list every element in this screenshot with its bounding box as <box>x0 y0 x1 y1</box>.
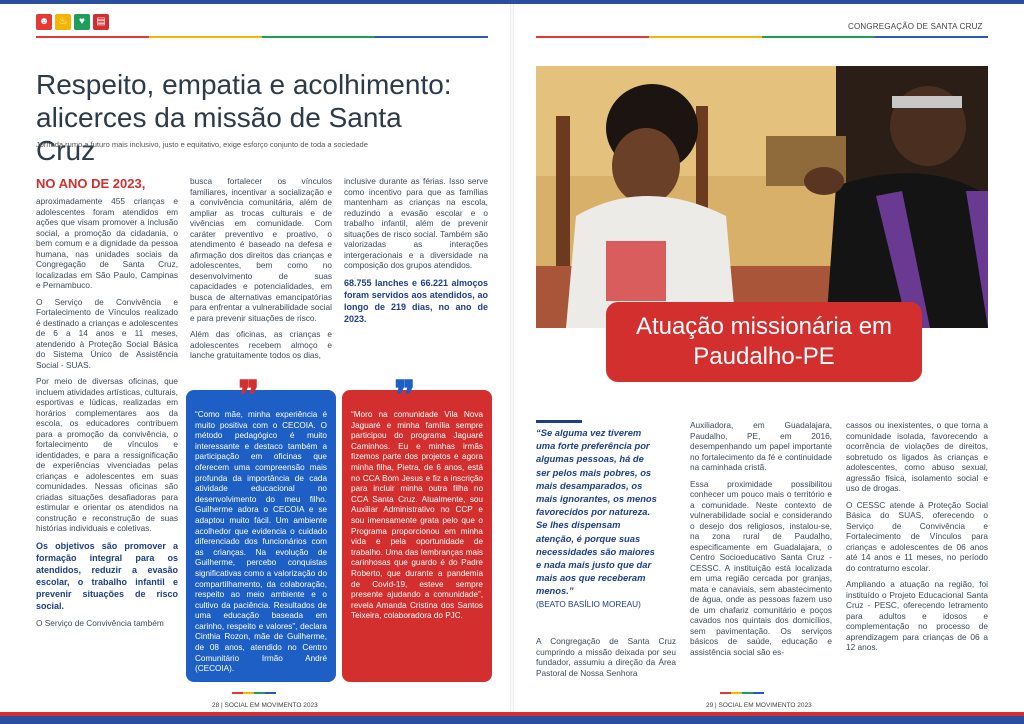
page-number-left: 28 | SOCIAL EM MOVIMENTO 2023 <box>212 702 318 709</box>
quote-box-collaborator <box>342 373 492 682</box>
column-1 <box>36 176 178 634</box>
lead-heading: NO ANO DE 2023, <box>36 176 146 191</box>
pulse-icon: ♥ <box>74 14 90 30</box>
paragraph: busca fortalecer os vínculos familiares, incentivar a socialização e a convivência comunitária, além de ampliar as trocas culturais e de vivências em comunidade. Com caráter preventivo e proativo, o atendimento é baseado na defesa e afirmação dos direitos das crianças e adolescentes, bem como no desenvolvimento de suas capacidades e potencialidades, em busca de alternativas emancipatórias para enfrentar a vulnerabilidade social e para prevenir situações de risco. <box>190 176 332 323</box>
paragraph: cassos ou inexistentes, o que torna a comunidade isolada, favorecendo a ocorrência de violações de direitos, sobretudo os ligados às crianças e adolescentes, como abuso sexual, agressão física, isolamento social e uso de drogas. <box>846 420 988 493</box>
quote-author: (BEATO BASÍLIO MOREAU) <box>536 600 641 609</box>
column-2 <box>190 176 332 367</box>
quote-mark-icon: ❞ <box>238 373 260 418</box>
right-column-1 <box>536 636 676 684</box>
paragraph: A Congregação de Santa Cruz cumprindo a missão deixada por seu fundador, assumiu a direção da Área Pastoral de Nossa Senhora <box>536 636 676 678</box>
highlight-text: 68.755 lanches e 66.221 almoços foram servidos aos atendidos, ao longo de 219 dias, no ano de 2023. <box>344 277 488 324</box>
paragraph: inclusive durante as férias. Isso serve como incentivo para que as famílias mantenham as crianças na escola, reduzindo a evasão escolar e o trabalho infantil, além de prevenir situações de risco social. Também são valorizadas as interações intergeracionais e a diversidade na composição dos grupos atendidos. <box>344 176 488 270</box>
paragraph: Essa proximidade possibilitou conhecer um pouco mais o território e a comunidade. Neste contexto de vulnerabilidade social e considerando o desejo dos religiosos, instalou-se, na zona rural de Paudalho, especificamente em Guadalajara, o Centro Socioeducativo Santa Cruz - CESSC. A instituição está localizada em uma região cercada por granjas, mata e canaviais, sem abastecimento de água, onde as pessoas fazem uso de um chafariz comunitário e poços cavados nos quintais dos domicílios, sem pavimentação. Os serviços básicos de saúde, educação e assistência social são es- <box>690 478 832 657</box>
section-icons <box>36 14 109 30</box>
bottom-bar <box>0 716 1024 724</box>
quote-mark-icon: ❞ <box>394 373 416 418</box>
header-rule-right <box>536 36 988 38</box>
photo-illustration <box>536 66 988 328</box>
footer-rule-right <box>720 692 764 694</box>
book-icon: ▤ <box>93 14 109 30</box>
running-header: CONGREGAÇÃO DE SANTA CRUZ <box>848 22 983 31</box>
quote-text: “Como mãe, minha experiência é muito positiva com o CECOIA. O método pedagógico é muito interessante e destaco também a participação em oficinas que oferecem uma compreensão mais profunda da importância de cada atividade educacional no desenvolvimento do meu filho. Guilherme adora o CECOIA e se adaptou muito fácil. Um ambiente acolhedor que evidencia o cuidado diferenciado dos funcionários com as crianças. Na evolução de Guilherme, percebo conquistas significativas como a valorização do compartilhamento, da colaboração, respeito ao meio ambiente e o cultivo da paciência. Resultados de uma educação baseada em carinho, respeito e valores”, declara Cinthia Rozon, mãe de Guilherme, de 08 anos, atendido no Centro Comunitário Irmão André (CECOIA). <box>195 410 327 674</box>
page-gutter <box>510 0 514 724</box>
paragraph: aproximadamente 455 crianças e adolescentes foram atendidos em ações que visam promover a inclusão social, a promoção da cidadania, o bem comum e a dignidade da pessoa humana, nas unidades sociais da Congregação de Santa Cruz, localizadas em São Paulo, Campinas e Pernambuco. <box>36 196 178 290</box>
right-column-2 <box>690 420 832 663</box>
people-icon: ☻ <box>36 14 52 30</box>
top-bar <box>0 0 1024 4</box>
photo-blessing <box>536 66 988 328</box>
paragraph: Ampliando a atuação na região, foi instituído o Projeto Educacional Santa Cruz - PESC, oferecendo letramento para adultos e idosos e complementação no processo de aprendizagem para crianças de 06 a 12 anos. <box>846 579 988 652</box>
right-column-3 <box>846 420 988 659</box>
quote-rule <box>536 420 582 423</box>
section-banner: Atuação missionária em Paudalho-PE <box>606 302 922 382</box>
pull-quote <box>536 426 658 598</box>
quote-box-mother <box>186 373 336 682</box>
paragraph: Por meio de diversas oficinas, que incluem atividades artísticas, culturais, esportivas e lúdicas, realizadas em horários complementares aos da escola, os educadores contribuem para a promoção da convivência, o fortalecimento de vínculos e identidades, e para a ressignificação de experiências vivenciadas pelas crianças e adolescentes em suas comunidades. Nessas oficinas são criadas situações desafiadoras para estimular e orientar os atendidos na construção e reconstrução de suas histórias individuais e coletivas. <box>36 376 178 533</box>
footer-rule-left <box>232 692 276 694</box>
article-subtitle: Jornada rumo a futuro mais inclusivo, justo e equitativo, exige esforço conjunto de toda a sociedade <box>36 140 368 149</box>
paragraph: Além das oficinas, as crianças e adolescentes recebem almoço e lanche gratuitamente todos os dias, <box>190 329 332 360</box>
pull-quote-text: “Se alguma vez tiverem uma forte preferência por algumas pessoas, há de ser pelos mais pobres, os mais desamparados, os mais ignorantes, os menos favorecidos por natureza. Se lhes dispensam atenção, é porque suas necessidades são maiores e nada mais justo que dar mais aos que receberam menos.” <box>536 427 657 597</box>
paragraph: Auxiliadora, em Guadalajara, Paudalho, PE, em 2016, desempenhando um papel importante no fortalecimento da fé e continuidade na caminhada cristã. <box>690 420 832 472</box>
header-rule-left <box>36 36 488 38</box>
page-number-right: 29 | SOCIAL EM MOVIMENTO 2023 <box>706 702 812 709</box>
paragraph: O CESSC atende à Proteção Social Básica do SUAS, oferecendo o Serviço de Convivência e Fortalecimento de Vínculos para crianças e adolescentes de 06 anos até 14 anos e 11 meses, no período do contraturno escolar. <box>846 499 988 573</box>
column-3 <box>344 176 488 331</box>
article-title: Respeito, empatia e acolhimento: alicerces da missão de Santa Cruz <box>36 69 452 166</box>
highlight-text: Os objetivos são promover a formação integral para os atendidos, reduzir a evasão escolar, o trabalho infantil e prevenir situações de risco social. <box>36 540 178 611</box>
paragraph: O Serviço de Convivência e Fortalecimento de Vínculos realizado é destinado a crianças e adolescentes de 6 a 14 anos e 11 meses, atendendo à Proteção Social Básica do Sistema Único de Assistência Social - SUAS. <box>36 296 178 370</box>
food-icon: ♨ <box>55 14 71 30</box>
paragraph: O Serviço de Convivência também <box>36 617 164 628</box>
quote-text: “Moro na comunidade Vila Nova Jaguaré e minha família sempre participou do programa Jaguaré Caminhos. Eu e minhas irmãs fizemos parte dos projetos e agora minha filha, Pietra, de 6 anos, está no CCA Bom Jesus e fiz a inscrição para incluir minha outra filha no CCA Santa Cruz. Atualmente, sou Auxiliar Administrativo no CCP e sou imensamente grata pelo que o Programa proporcionou em minha vida e pela oportunidade de trabalho. Uma das lembranças mais carinhosas que guardo é do Padre Roberto, que durante a pandemia de Covid-19, esteve sempre presente ajudando a comunidade”, revela Amanda Cristina dos Santos Teixeira, colaboradora do PJC. <box>351 410 483 621</box>
